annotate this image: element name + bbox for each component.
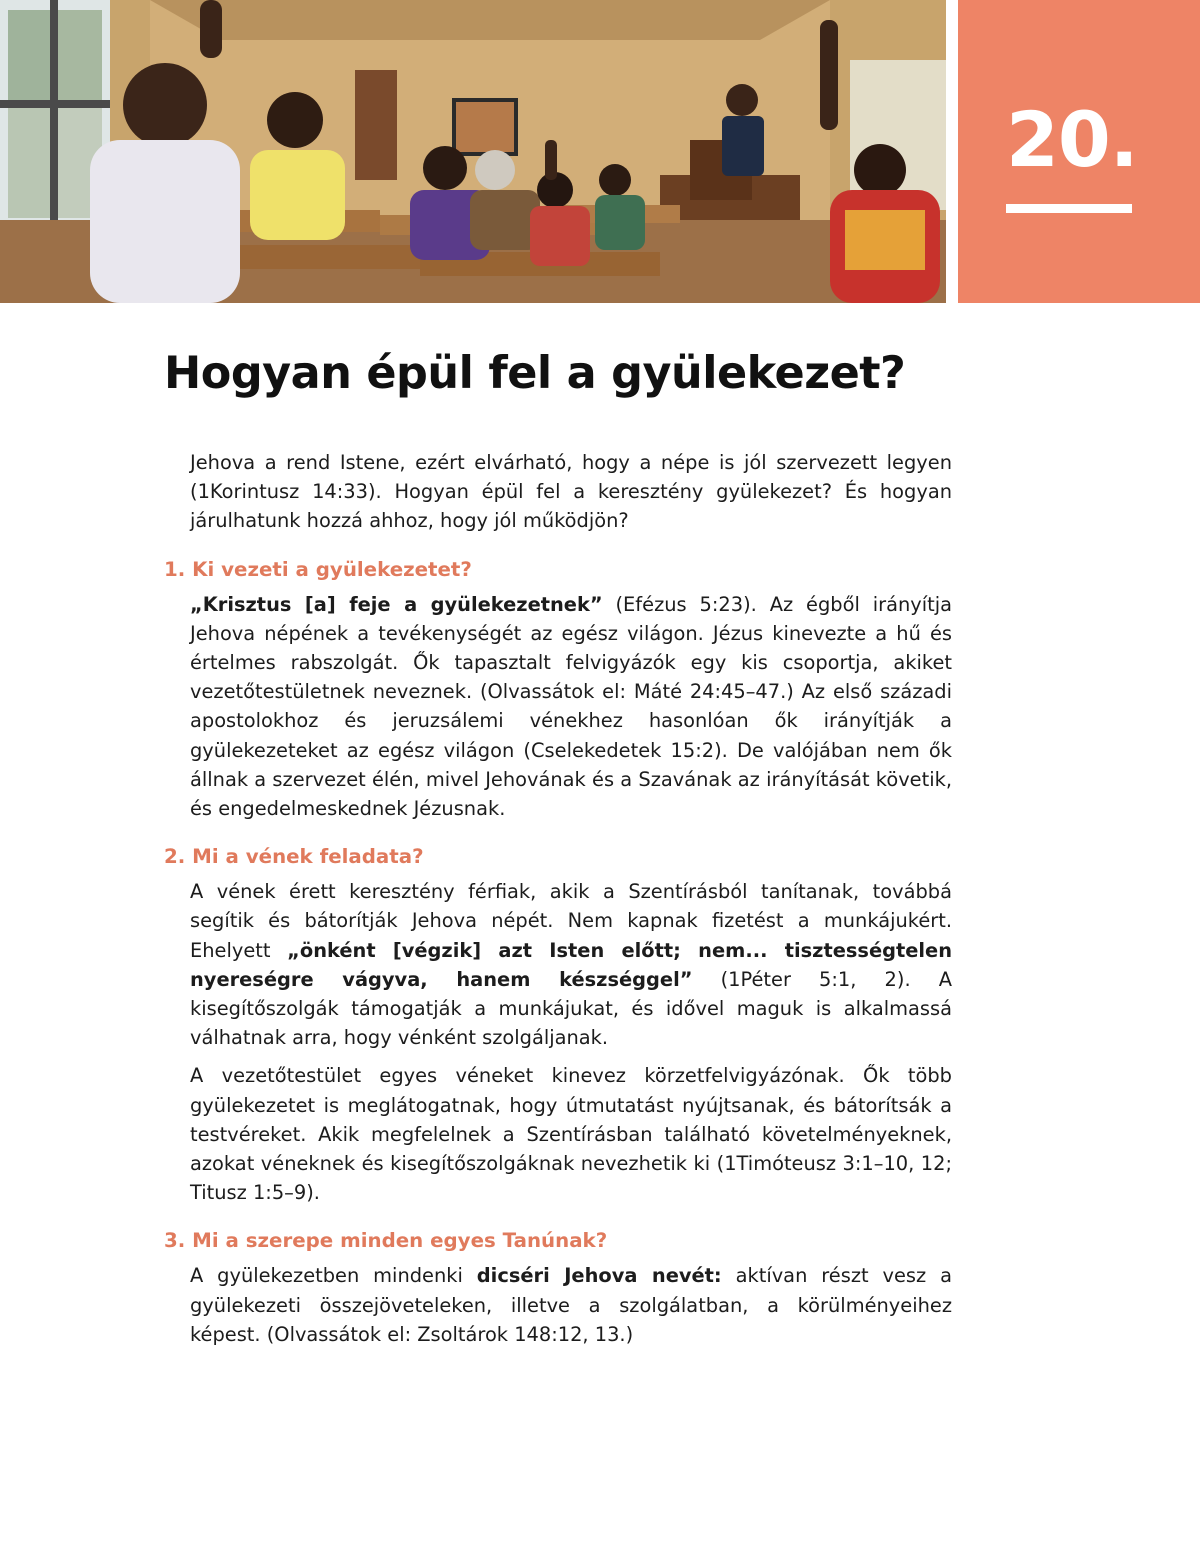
lesson-number: 20. <box>1006 95 1138 184</box>
answer-paragraph-2b: A vezetőtestület egyes véneket kinevez körzetfelvigyázónak. Ők több gyülekezetet is meglátogatnak, hogy útmutatást nyújtsanak, és bátorítsák a testvéreket. Akik megfelelnek a Szentírásban található követelményeknek, azokat véneknek és kisegítőszolgáknak nevezhetik ki (1Timóteusz 3:1–10, 12; Titusz 1:5–9). <box>190 1064 952 1205</box>
paragraph-text: (1Péter 5:1, 2). A kisegítőszolgák támogatják a munkájukat, és idővel maguk is alkalmassá válhatnak arra, hogy vénként szolgáljanak. <box>190 967 952 1050</box>
answer-paragraph-1 <box>190 590 952 824</box>
lesson-number-underline <box>1006 204 1132 213</box>
key-phrase: dicséri Jehova nevét: <box>476 1264 722 1288</box>
scripture-quote: „önként [végzik] azt Isten előtt; nem... tisztességtelen nyereségre vágyva, hanem készséggel” <box>190 938 953 991</box>
paragraph-text: aktívan részt vesz a gyülekezeti összejöveteleken, illetve a szolgálatban, a körülményeihez képest. (Olvassátok el: Zsoltárok 148:12, 13.) <box>190 1264 952 1346</box>
lesson-content <box>164 448 953 1349</box>
paragraph-text: (Efézus 5:23). Az égből irányítja Jehova népének a tevékenységét az egész világon. Jézus kinevezte a hű és értelmes rabszolgát. Ők tapasztalt felvigyázók egy kis csoportja, akiket vezetőtestületnek neveznek. (Olvassátok el: Máté 24:45–47.) Az első századi apostolokhoz és jeruzsálemi vénekhez hasonlóan ők irányítják a gyülekezeteket az egész világon (Cselekedetek 15:2). De valójában nem ők állnak a szervezet élén, mivel Jehovának és a Szavának az irányítását követik, és engedelmeskednek Jézusnak. <box>190 592 952 821</box>
paragraph-text: A gyülekezetben mindenki <box>190 1264 477 1288</box>
lesson-number-box <box>958 0 1200 303</box>
question-heading-1: 1. Ki vezeti a gyülekezetet? <box>164 557 472 581</box>
hero-photo-congregation-meeting <box>0 0 946 303</box>
intro-paragraph: Jehova a rend Istene, ezért elvárható, hogy a népe is jól szervezett legyen (1Korintusz 14:33). Hogyan épül fel a keresztény gyülekezet? És hogyan járulhatunk hozzá ahhoz, hogy jól működjön? <box>190 451 952 533</box>
scripture-quote: „Krisztus [a] feje a gyülekezetnek” <box>190 592 603 616</box>
answer-paragraph-3 <box>190 1261 952 1349</box>
question-heading-3: 3. Mi a szerepe minden egyes Tanúnak? <box>164 1229 608 1253</box>
answer-paragraph-2 <box>190 877 952 1052</box>
paragraph-text: A vének érett keresztény férfiak, akik a Szentírásból tanítanak, továbbá segítik és bátorítják Jehova népét. Nem kapnak fizetést a munkájukért. Ehelyett <box>190 880 952 962</box>
question-heading-2: 2. Mi a vének feladata? <box>164 845 424 869</box>
page-title: Hogyan épül fel a gyülekezet? <box>164 348 906 399</box>
